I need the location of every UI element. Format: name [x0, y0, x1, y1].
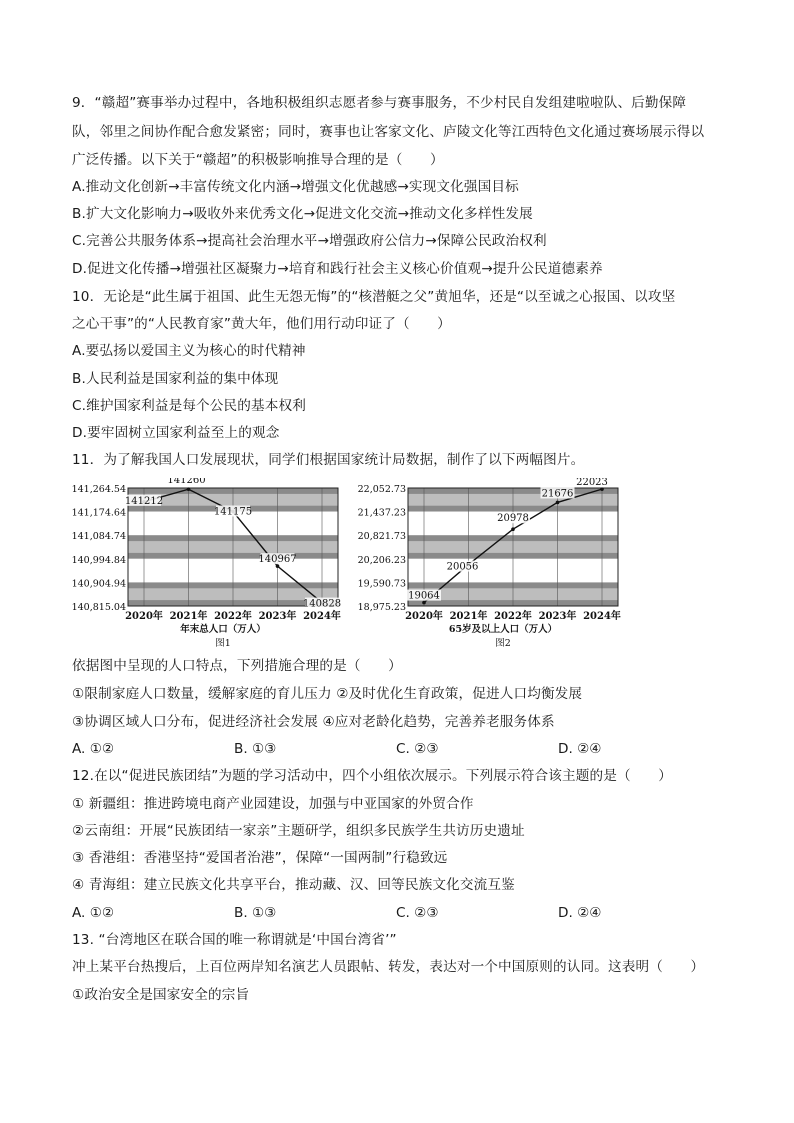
q9-stem-line-3: 广泛传播。以下关于“赣超”的积极影响推导合理的是（ ） [72, 152, 444, 168]
y-tick-label: 140,815.04 [71, 602, 126, 613]
x-tick-label: 2024年 [303, 611, 341, 622]
y-tick-label: 21,437.23 [357, 507, 406, 519]
chart-1-svg [70, 478, 352, 648]
y-tick-label: 141,174.64 [71, 507, 126, 519]
q11-choice-d: D. ②④ [558, 741, 602, 757]
q11-choice-c: C. ②③ [396, 741, 439, 757]
x-tick-label: 2023年 [538, 611, 577, 622]
data-label: 141175 [213, 506, 253, 518]
q9-option-c: C.完善公共服务体系→提高社会治理水平→增强政府公信力→保障公民政治权利 [72, 233, 547, 249]
data-label: 19064 [408, 590, 440, 602]
y-tick-label: 141,084.74 [71, 531, 126, 543]
y-tick-label: 141,264.54 [71, 484, 126, 495]
q12-choice-a: A. ①② [72, 905, 115, 921]
q12-item-3: ③ 香港组：香港坚持“爱国者治港”，保障“一国两制”行稳致远 [72, 850, 448, 866]
x-tick-label: 2022年 [494, 611, 532, 622]
data-point [511, 527, 515, 531]
q9-option-b: B.扩大文化影响力→吸收外来优秀文化→促进文化交流→推动文化多样性发展 [72, 206, 533, 222]
data-label: 21676 [541, 488, 574, 500]
q9-option-a: A.推动文化创新→丰富传统文化内涵→增强文化优越感→实现文化强国目标 [72, 179, 519, 195]
q12-item-1: ① 新疆组：推进跨境电商产业园建设，加强与中亚国家的外贸合作 [72, 796, 474, 812]
q12-choice-c: C. ②③ [396, 905, 439, 921]
figure-label: 图1 [215, 638, 231, 648]
y-tick-label: 20,206.23 [357, 554, 406, 566]
q10-option-a: A.要弘扬以爱国主义为核心的时代精神 [72, 343, 306, 359]
q10-option-b: B.人民利益是国家利益的集中体现 [72, 371, 279, 387]
y-tick-label: 140,994.84 [71, 554, 126, 566]
x-tick-label: 2021年 [169, 611, 208, 622]
data-label: 20056 [446, 561, 479, 573]
q10-stem-line-1: 10．无论是“此生属于祖国、此生无怨无悔”的“核潜艇之父”黄旭华，还是“以至诚之心报国、以攻坚 [72, 289, 676, 305]
data-label: 141260 [167, 478, 206, 487]
q11-stem: 11．为了解我国人口发展现状，同学们根据国家统计局数据，制作了以下两幅图片。 [72, 452, 585, 468]
q10-option-c: C.维护国家利益是每个公民的基本权利 [72, 398, 307, 414]
x-axis-title: 年末总人口（万人） [180, 624, 266, 635]
x-tick-label: 2023年 [258, 611, 297, 622]
y-tick-label: 19,590.73 [357, 578, 406, 590]
data-label: 22023 [576, 478, 608, 489]
q11-items-line-1: ①限制家庭人口数量，缓解家庭的育儿压力 ②及时优化生育政策，促进人口均衡发展 [72, 686, 583, 702]
q12-choice-d: D. ②④ [558, 905, 602, 921]
x-tick-label: 2021年 [449, 611, 488, 622]
elderly-population-chart [350, 478, 632, 652]
q12-stem: 12.在以“促进民族团结”为题的学习活动中，四个小组依次展示。下列展示符合该主题的是（ ） [72, 768, 672, 784]
data-label: 141212 [124, 495, 164, 507]
q11-items-line-2: ③协调区域人口分布，促进经济社会发展 ④应对老龄化趋势，完善养老服务体系 [72, 714, 555, 730]
q10-option-d: D.要牢固树立国家利益至上的观念 [72, 425, 280, 441]
data-point [556, 501, 560, 505]
x-tick-label: 2022年 [214, 611, 252, 622]
x-tick-label: 2024年 [583, 611, 621, 622]
x-tick-label: 2020年 [125, 611, 163, 622]
y-tick-label: 18,975.23 [357, 602, 406, 613]
q11-question: 依据图中呈现的人口特点，下列措施合理的是（ ） [72, 658, 402, 674]
q11-choice-b: B. ①③ [234, 741, 277, 757]
q9-stem-line-1: 9．“赣超”赛事举办过程中，各地积极组织志愿者参与赛事服务，不少村民自发组建啦啦队、后勤保障 [72, 95, 687, 111]
data-point [187, 487, 191, 491]
y-tick-label: 22,052.73 [357, 484, 406, 495]
population-chart [70, 478, 352, 652]
x-tick-label: 2020年 [405, 611, 443, 622]
q13-line-1: 13. “台湾地区在联合国的唯一称谓就是‘中国台湾省’” [72, 932, 397, 948]
q12-choice-b: B. ①③ [234, 905, 277, 921]
figure-label: 图2 [495, 638, 511, 648]
q12-item-2: ②云南组：开展“民族团结一家亲”主题研学，组织多民族学生共访历史遗址 [72, 823, 525, 839]
q9-option-d: D.促进文化传播→增强社区凝聚力→培育和践行社会主义核心价值观→提升公民道德素养 [72, 261, 603, 277]
q11-choice-a: A. ①② [72, 741, 115, 757]
y-tick-label: 20,821.73 [357, 531, 406, 543]
x-axis-title: 65岁及以上人口（万人） [448, 624, 558, 635]
q12-item-4: ④ 青海组：建立民族文化共享平台，推动藏、汉、回等民族文化交流互鉴 [72, 877, 515, 893]
y-tick-label: 140,904.94 [71, 578, 126, 590]
q9-stem-line-2: 队，邻里之间协作配合愈发紧密；同时，赛事也让客家文化、庐陵文化等江西特色文化通过赛场展示得以 [72, 124, 705, 140]
q13-line-2: 冲上某平台热搜后，上百位两岸知名演艺人员跟帖、转发，表达对一个中国原则的认同。这表明（ ） [72, 959, 705, 975]
chart-2-svg [350, 478, 632, 648]
q10-stem-line-2: 之心干事”的“人民教育家”黄大年，他们用行动印证了（ ） [72, 316, 451, 332]
data-label: 20978 [497, 513, 529, 525]
data-label: 140967 [258, 554, 297, 566]
q13-line-3: ①政治安全是国家安全的宗旨 [72, 987, 250, 1003]
data-label: 140828 [302, 598, 342, 610]
